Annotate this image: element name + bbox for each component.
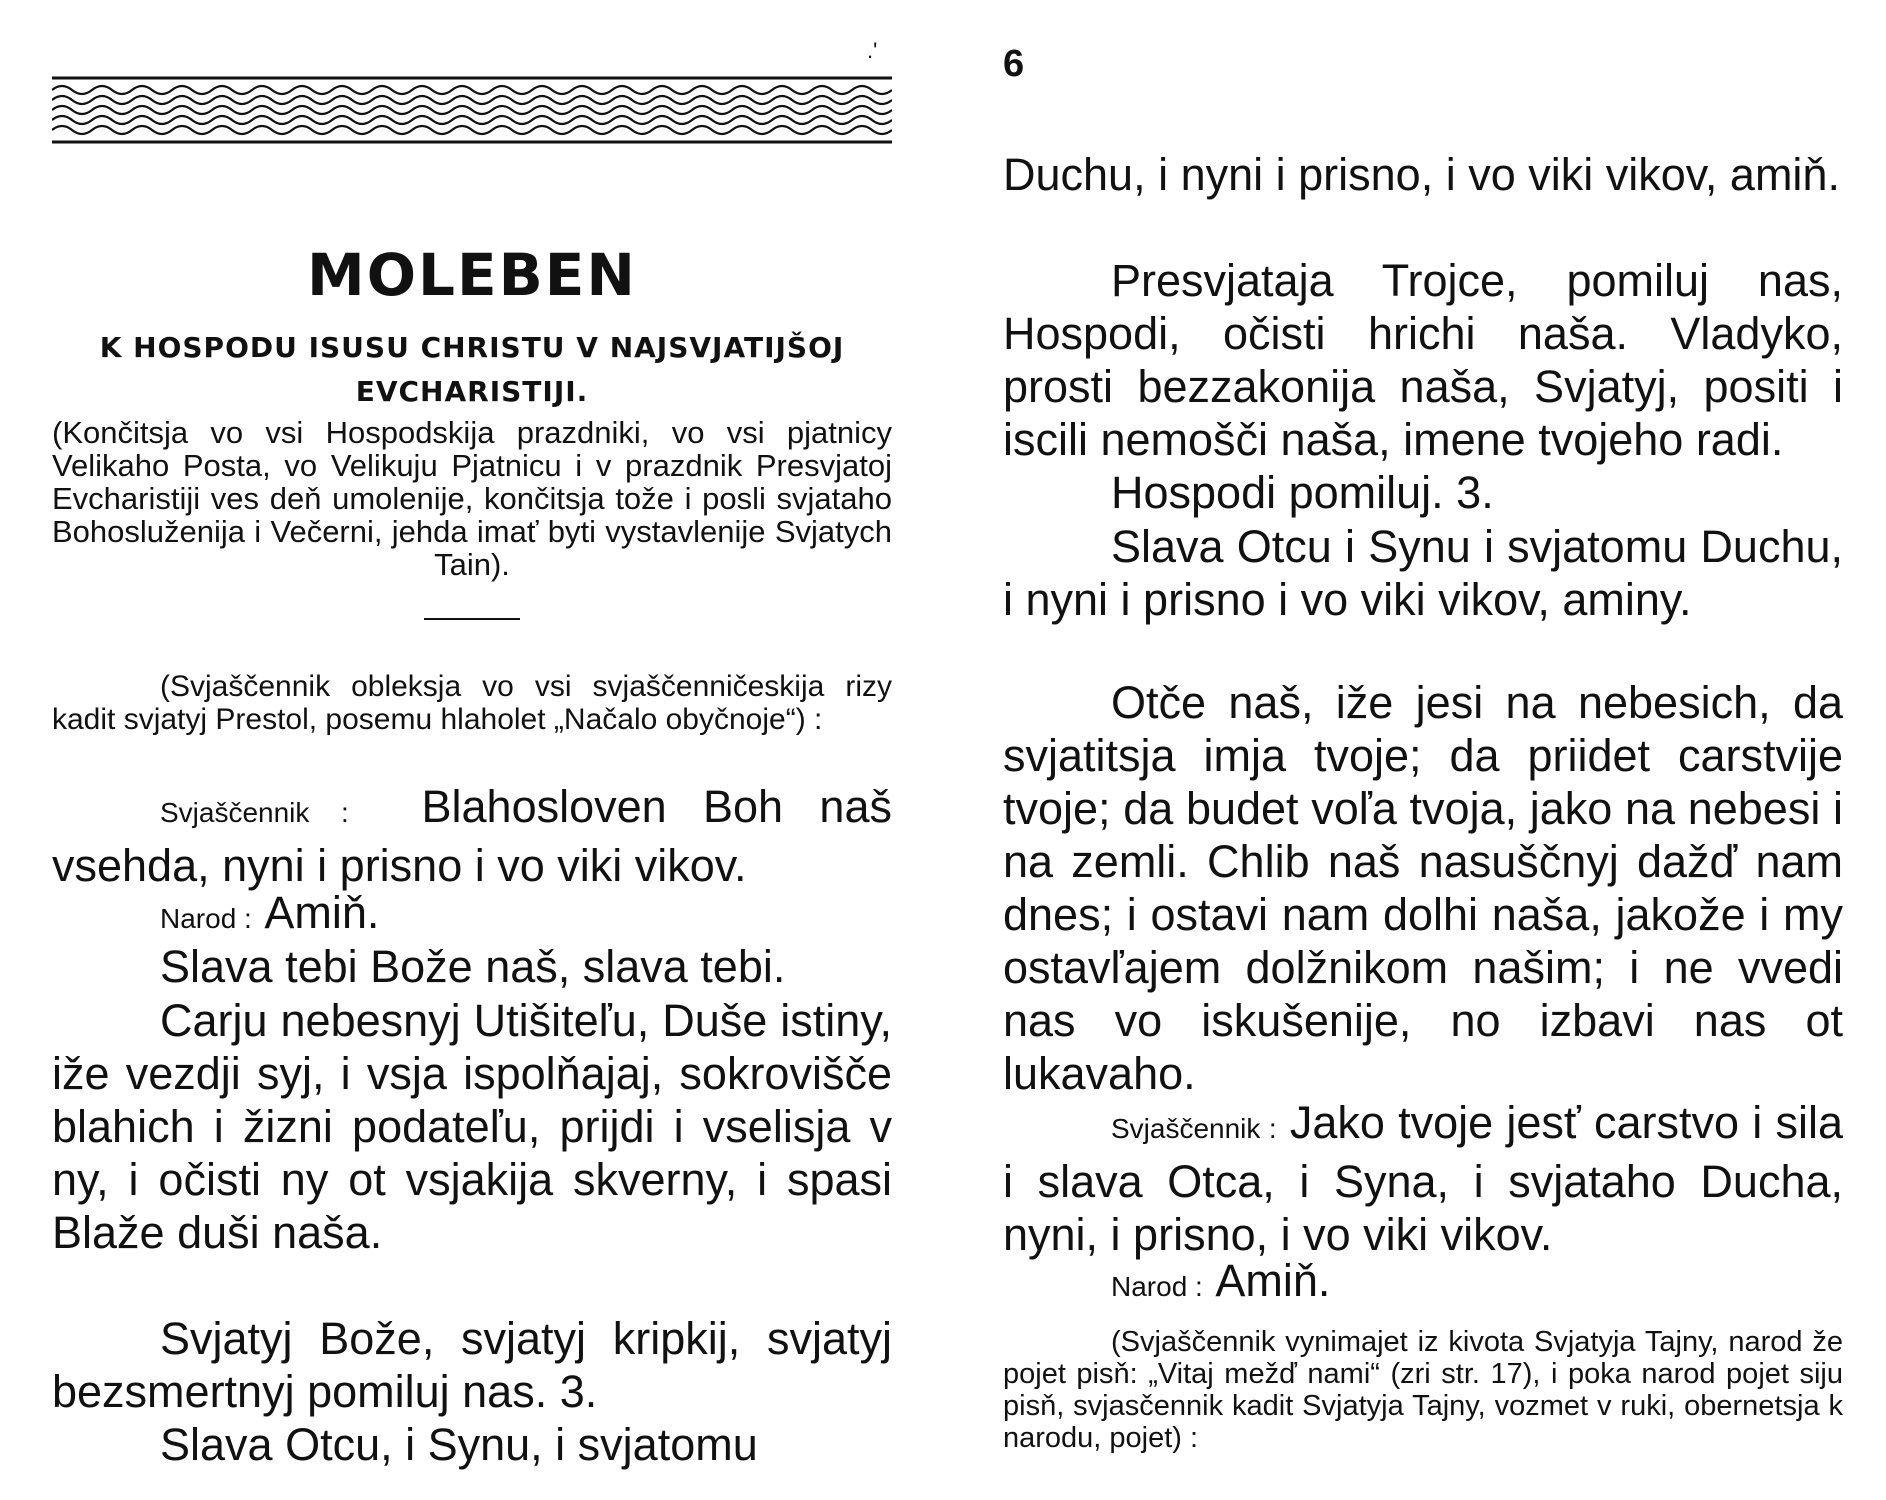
glory-doxology-start: Slava Otcu, i Synu, i svjatomu (160, 1419, 758, 1470)
opening-rubric (52, 670, 892, 736)
holy-trinity-prayer: Presvjataja Trojce, pomiluj nas, Hospodi, očisti hrichi naša. Vladyko, prosti bezzakonija naša, Svjatyj, positi i iscili nemošči naša, imene tvojeho radi. (1003, 255, 1843, 465)
people-response-text: Amiň. (264, 887, 380, 938)
page-number: 6 (1003, 43, 1025, 85)
page-title: MOLEBEN (307, 241, 637, 309)
people-response (52, 886, 892, 945)
priest-blessing-text: Blahosloven Boh naš vsehda, nyni i prisno i vo viki vikov. (52, 781, 892, 891)
page-subtitle: K HOSPODU ISUSU CHRISTU V NAJSVJATIJŠOJ EVCHARISTIJI. (99, 331, 845, 408)
intro-rubric: (Končitsja vo vsi Hospodskija prazdniki, vo vsi pjatnicy Velikaho Posta, vo Velikuju Pjatnicu i v prazdnik Presvjatoj Evcharistiji ves deň umolenije, končitsja tože i posli svjataho Bohosluženija i Večerni, jehda imať byti vystavlenije Svjatych Tain). (52, 415, 892, 582)
priest-exclamation (1003, 1096, 1843, 1261)
wave-ornament (52, 76, 892, 146)
trisagion-prayer: Svjatyj Bože, svjatyj kripkij, svjatyj bezsmertnyj pomiluj nas. 3. (52, 1313, 892, 1417)
priest-label: Svjaščennik : (160, 797, 349, 828)
closing-rubric: (Svjaščennik vynimajet iz kivota Svjatyja Tajny, narod že pojet pisň: „Vitaj mežď nami“ (zri str. 17), i poka narod pojet siju pisň, svjasčennik kadit Svjatyja Tajny, vozmet v ruki, obernetsja k narodu, pojet) : (1003, 1326, 1843, 1454)
our-father-prayer: Otče naš, iže jesi na nebesich, da svjatitsja imja tvoje; da priidet carstvije tvoje; da budet voľa tvoja, jako na nebesi i na zemli. Chlib naš nasuščnyj dažď nam dnes; i ostavi nam dolhi naša, jakože i my ostavľajem dolžnikom našim; i ne vvedi nas vo iskušenije, no izbavi nas ot lukavaho. (1003, 677, 1843, 1099)
priest-label: Svjaščennik : (1111, 1113, 1277, 1144)
people-amen (1003, 1254, 1843, 1313)
doxology-continuation: Duchu, i nyni i prisno, i vo viki vikov, amiň. (1003, 149, 1840, 200)
people-amen-text: Amiň. (1215, 1255, 1331, 1306)
people-label: Narod : (1111, 1271, 1203, 1302)
priest-blessing (52, 780, 892, 892)
opening-rubric-text: (Svjaščennik obleksja vo vsi svjaščenničeskija rizy kadit svjatyj Prestol, posemu hlaholet „Načalo obyčnoje“) : (52, 670, 892, 736)
glory-doxology: Slava Otcu i Synu i svjatomu Duchu, i nyni i prisno i vo viki vikov, aminy. (1003, 521, 1843, 625)
priest-exclamation-text: Jako tvoje jesť carstvo i sila i slava Otca, i Syna, i svjataho Ducha, nyni, i prisno, i vo viki vikov. (1003, 1097, 1843, 1260)
people-label: Narod : (160, 903, 252, 934)
lord-have-mercy: Hospodi pomiluj. 3. (1111, 467, 1494, 518)
heavenly-king-prayer: Carju nebesnyj Utišiteľu, Duše istiny, iže vezdji syj, i vsja ispolňajaj, sokrovišče blahich i žizni podateľu, prijdi i vselisja v ny, i očisti ny ot vsjakija skverny, i spasi Blaže duši naša. (52, 995, 892, 1258)
glory-verse: Slava tebi Bože naš, slava tebi. (160, 941, 786, 992)
tick-mark: .' (867, 38, 878, 63)
divider-rule (424, 618, 520, 620)
